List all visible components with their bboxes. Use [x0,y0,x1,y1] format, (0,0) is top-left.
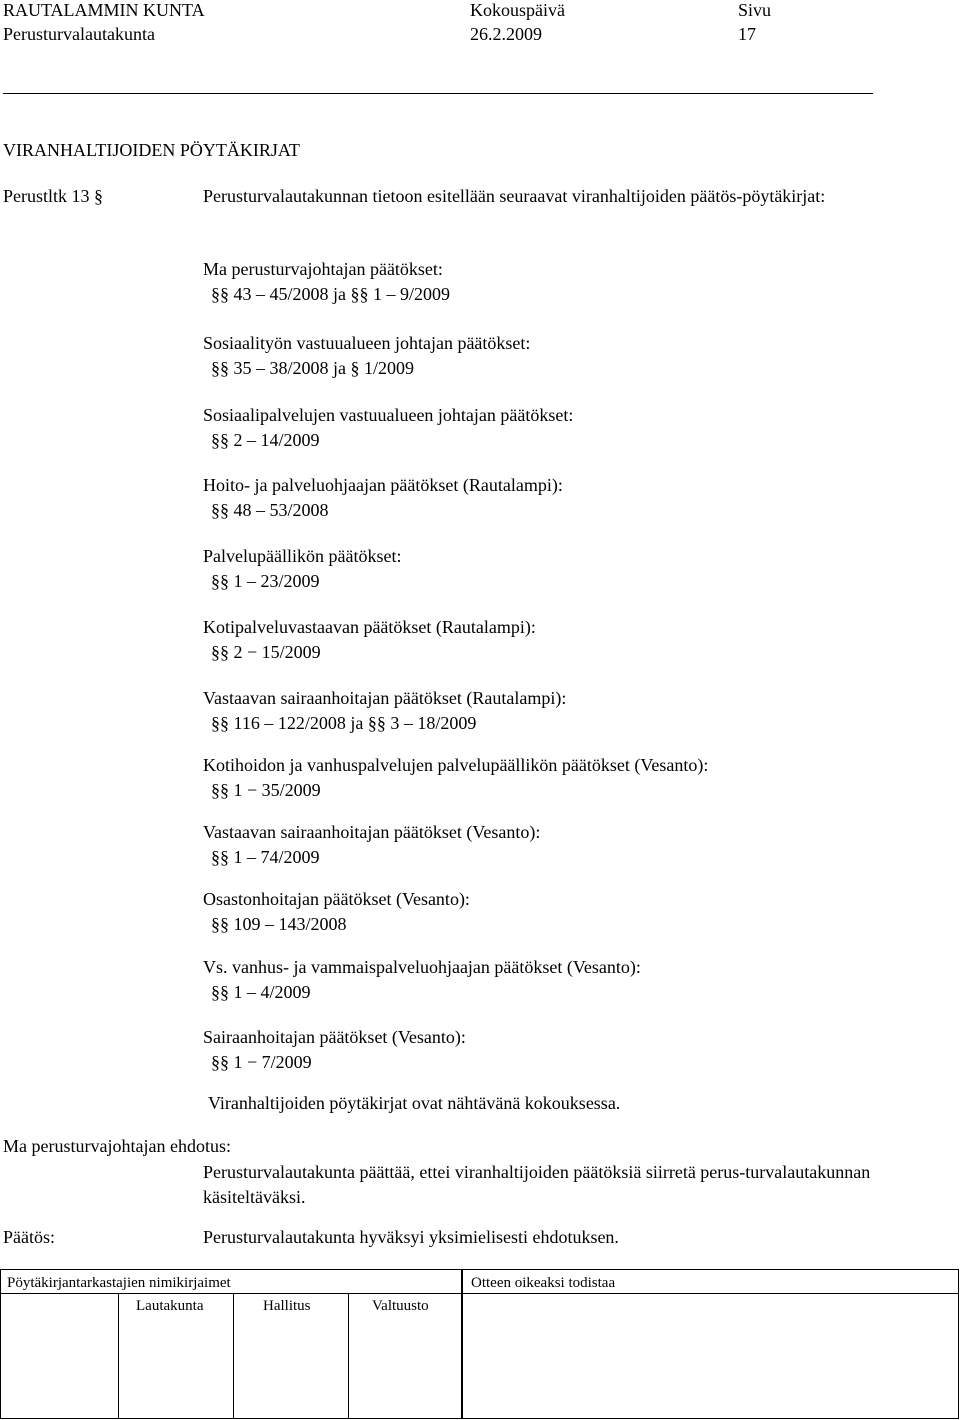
group-heading: Osastonhoitajan päätökset (Vesanto): [203,889,470,909]
signature-footer [0,1269,960,1419]
initials-box [0,1269,462,1419]
group-heading: Vs. vanhus- ja vammaispalveluohjaajan päätökset (Vesanto): [203,957,641,977]
group-heading: Hoito- ja palveluohjaajan päätökset (Rautalampi): [203,475,563,495]
column-label-lautakunta: Lautakunta [136,1298,204,1314]
decision-group [203,259,450,309]
group-item: §§ 109 – 143/2008 [211,914,347,934]
column-label-valtuusto: Valtuusto [372,1298,429,1314]
group-heading: Palvelupäällikön päätökset: [203,546,402,566]
decision-group [203,957,641,1007]
page-header [0,0,960,100]
certification-box [462,1269,959,1419]
decision-group [203,889,470,939]
decision-label: Päätös: [3,1227,55,1247]
group-item: §§ 48 – 53/2008 [211,500,329,520]
certification-title: Otteen oikeaksi todistaa [471,1275,616,1291]
intro-text: Perusturvalautakunnan tietoon esitellään seuraavat viranhaltijoiden päätös-pöytäkirjat: [203,186,826,206]
group-item: §§ 1 − 35/2009 [211,780,321,800]
proposal-label: Ma perusturvajohtajan ehdotus: [3,1136,231,1156]
group-item: §§ 1 – 74/2009 [211,847,320,867]
group-heading: Sosiaalityön vastuualueen johtajan päätökset: [203,333,531,353]
group-item: §§ 1 − 7/2009 [211,1052,312,1072]
column-divider [348,1293,349,1418]
page-label: Sivu [738,0,772,20]
certification-divider [463,1293,958,1294]
group-item: §§ 2 – 14/2009 [211,430,320,450]
section-title: VIRANHALTIJOIDEN PÖYTÄKIRJAT [3,140,300,160]
decision-group [203,475,563,525]
proposal-text: Perusturvalautakunta päättää, ettei viranhaltijoiden päätöksiä siirretä perus-turvalautakunnan käsiteltäväksi. [203,1162,871,1207]
group-item: §§ 35 – 38/2008 ja § 1/2009 [211,358,414,378]
group-item: §§ 43 – 45/2008 ja §§ 1 – 9/2009 [211,284,450,304]
group-heading: Sairaanhoitajan päätökset (Vesanto): [203,1027,466,1047]
item-number: Perustltk 13 § [3,186,104,206]
group-heading: Vastaavan sairaanhoitajan päätökset (Vesanto): [203,822,541,842]
group-heading: Vastaavan sairaanhoitajan päätökset (Rautalampi): [203,688,567,708]
group-heading: Ma perusturvajohtajan päätökset: [203,259,443,279]
group-heading: Kotipalveluvastaavan päätökset (Rautalampi): [203,617,536,637]
header-divider [3,93,873,94]
meeting-date: 26.2.2009 [470,24,542,44]
decision-text: Perusturvalautakunta hyväksyi yksimielisesti ehdotuksen. [203,1227,619,1247]
initials-title: Pöytäkirjantarkastajien nimikirjaimet [7,1275,231,1291]
decision-group [203,333,530,383]
group-item: §§ 1 – 23/2009 [211,571,320,591]
group-heading: Sosiaalipalvelujen vastuualueen johtajan päätökset: [203,405,574,425]
decision-group [203,546,401,596]
closing-note: Viranhaltijoiden pöytäkirjat ovat nähtävänä kokouksessa. [208,1093,621,1113]
group-item: §§ 116 – 122/2008 ja §§ 3 – 18/2009 [211,713,477,733]
decision-group [203,755,708,805]
municipality-name: RAUTALAMMIN KUNTA [3,0,205,20]
decision-group [203,822,540,872]
group-item: §§ 1 – 4/2009 [211,982,311,1002]
decision-group [203,617,536,667]
board-name: Perusturvalautakunta [3,24,155,44]
decision-group [203,688,566,738]
decision-group [203,1027,466,1077]
column-divider [118,1293,119,1418]
initials-divider [1,1293,461,1294]
decision-group [203,405,573,455]
column-label-hallitus: Hallitus [263,1298,311,1314]
column-divider [233,1293,234,1418]
page-number: 17 [738,24,756,44]
group-heading: Kotihoidon ja vanhuspalvelujen palvelupäällikön päätökset (Vesanto): [203,755,709,775]
date-label: Kokouspäivä [470,0,565,20]
group-item: §§ 2 − 15/2009 [211,642,321,662]
